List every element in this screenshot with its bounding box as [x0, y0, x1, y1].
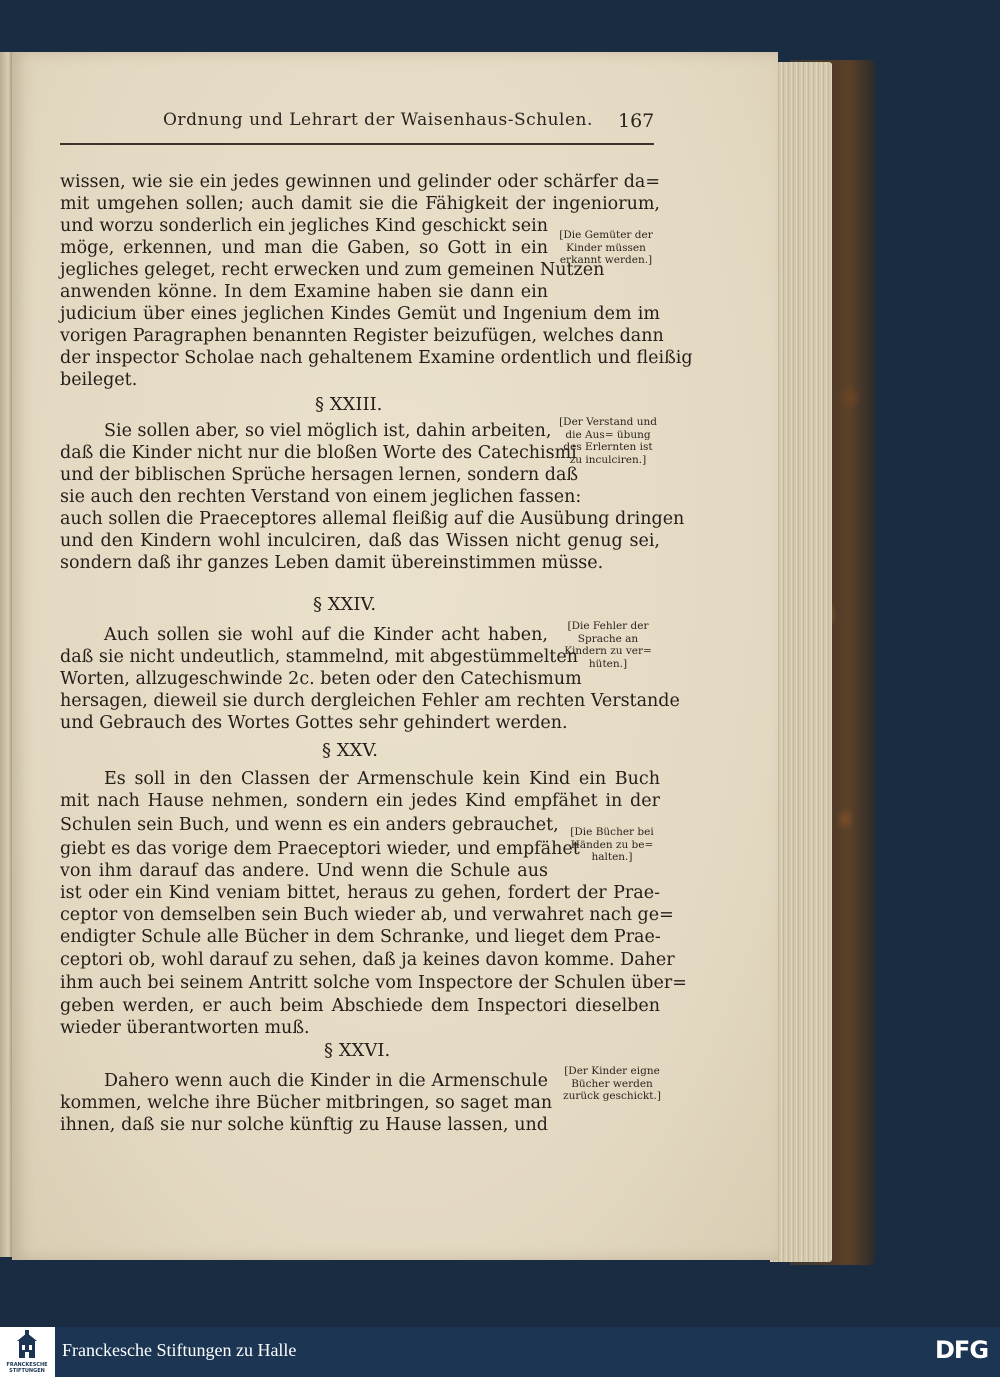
text-line: ihm auch bei seinem Antritt solche vom Inspectore der Schulen über= [60, 973, 687, 993]
section-heading: § XXV. [322, 740, 378, 761]
text-line: jegliches geleget, recht erwecken und zum gemeinen Nutzen [60, 260, 605, 280]
text-line: Es soll in den Classen der Armenschule kein Kind ein Buch [104, 769, 660, 789]
text-line: ist oder ein Kind veniam bittet, heraus zu gehen, fordert der Prae- [60, 883, 660, 903]
text-line: Sie sollen aber, so viel möglich ist, dahin arbeiten, [104, 421, 552, 441]
text-line: giebt es das vorige dem Praeceptori wieder, und empfähet [60, 839, 580, 859]
left-page-edge [0, 52, 12, 1257]
text-line: wieder überantworten muß. [60, 1018, 310, 1038]
section-heading: § XXIV. [313, 594, 377, 615]
text-line: Auch sollen sie wohl auf die Kinder acht haben, [104, 625, 548, 645]
text-line: auch sollen die Praeceptores allemal fleißig auf die Ausübung dringen [60, 509, 685, 529]
text-line: anwenden könne. In dem Examine haben sie dann ein [60, 282, 548, 302]
institution-name[interactable]: Franckesche Stiftungen zu Halle [62, 1340, 297, 1360]
text-line: daß die Kinder nicht nur die bloßen Worte des Catechismi [60, 443, 577, 463]
text-line: Worten, allzugeschwinde 2c. beten oder den Catechismum [60, 669, 582, 689]
text-line: möge, erkennen, und man die Gaben, so Gott in ein [60, 238, 548, 258]
margin-note: [Der Verstand und die Aus= übung des Erlernten ist zu inculciren.] [559, 416, 657, 466]
text-line: vorigen Paragraphen benannten Register beizufügen, welches dann [60, 326, 664, 346]
text-line: wissen, wie sie ein jedes gewinnen und gelinder oder schärfer da= [60, 172, 660, 192]
header-rule [60, 143, 654, 145]
text-line: sie auch den rechten Verstand von einem jeglichen fassen: [60, 487, 582, 507]
text-line: mit umgehen sollen; auch damit sie die Fähigkeit der ingeniorum, [60, 194, 660, 214]
margin-note: [Die Fehler der Sprache an Kindern zu ver= hüten.] [564, 620, 652, 670]
text-line: geben werden, er auch beim Abschiede dem Inspectori dieselben [60, 996, 660, 1016]
section-heading: § XXIII. [315, 394, 383, 415]
text-line: hersagen, dieweil sie durch dergleichen Fehler am rechten Verstande [60, 691, 680, 711]
margin-note: [Die Gemüter der Kinder müssen erkannt werden.] [559, 229, 653, 266]
logo-text: FRANCKESCHE STIFTUNGEN [6, 1362, 48, 1374]
page-edges [770, 62, 832, 1262]
footer [0, 1327, 1000, 1377]
text-line: judicium über eines jeglichen Kindes Gemüt und Ingenium dem im [60, 304, 660, 324]
dfg-logo[interactable]: DFG [935, 1336, 989, 1364]
running-head: Ordnung und Lehrart der Waisenhaus-Schulen. [163, 110, 593, 130]
text-line: ihnen, daß sie nur solche künftig zu Hause lassen, und [60, 1115, 548, 1135]
text-line: daß sie nicht undeutlich, stammelnd, mit abgestümmelten [60, 647, 578, 667]
margin-note: [Der Kinder eigne Bücher werden zurück geschickt.] [563, 1065, 661, 1102]
text-line: endigter Schule alle Bücher in dem Schranke, und lieget dem Prae- [60, 927, 661, 947]
text-line: von ihm darauf das andere. Und wenn die Schule aus [60, 861, 548, 881]
text-line: und Gebrauch des Wortes Gottes sehr gehindert werden. [60, 713, 568, 733]
text-line: und der biblischen Sprüche hersagen lernen, sondern daß [60, 465, 579, 485]
text-line: Schulen sein Buch, und wenn es ein anders gebrauchet, [60, 815, 559, 835]
text-line: beileget. [60, 370, 138, 390]
margin-note: [Die Bücher bei Händen zu be= halten.] [570, 826, 654, 863]
text-line: sondern daß ihr ganzes Leben damit übereinstimmen müsse. [60, 553, 604, 573]
text-line: ceptori ob, wohl darauf zu sehen, daß ja keines davon komme. Daher [60, 950, 675, 970]
section-heading: § XXVI. [324, 1040, 391, 1061]
text-line: kommen, welche ihre Bücher mitbringen, so saget man [60, 1093, 553, 1113]
francke-logo [3, 1330, 51, 1374]
text-line: ceptor von demselben sein Buch wieder ab, und verwahret nach ge= [60, 905, 674, 925]
building-icon [3, 1330, 51, 1362]
text-line: und den Kindern wohl inculciren, daß das Wissen nicht genug sei, [60, 531, 660, 551]
text-line: der inspector Scholae nach gehaltenem Examine ordentlich und fleißig [60, 348, 693, 368]
text-line: Dahero wenn auch die Kinder in die Armenschule [104, 1071, 548, 1091]
page-number: 167 [618, 110, 655, 132]
text-line: mit nach Hause nehmen, sondern ein jedes Kind empfähet in der [60, 791, 660, 811]
text-line: und worzu sonderlich ein jegliches Kind geschickt sein [60, 216, 548, 236]
